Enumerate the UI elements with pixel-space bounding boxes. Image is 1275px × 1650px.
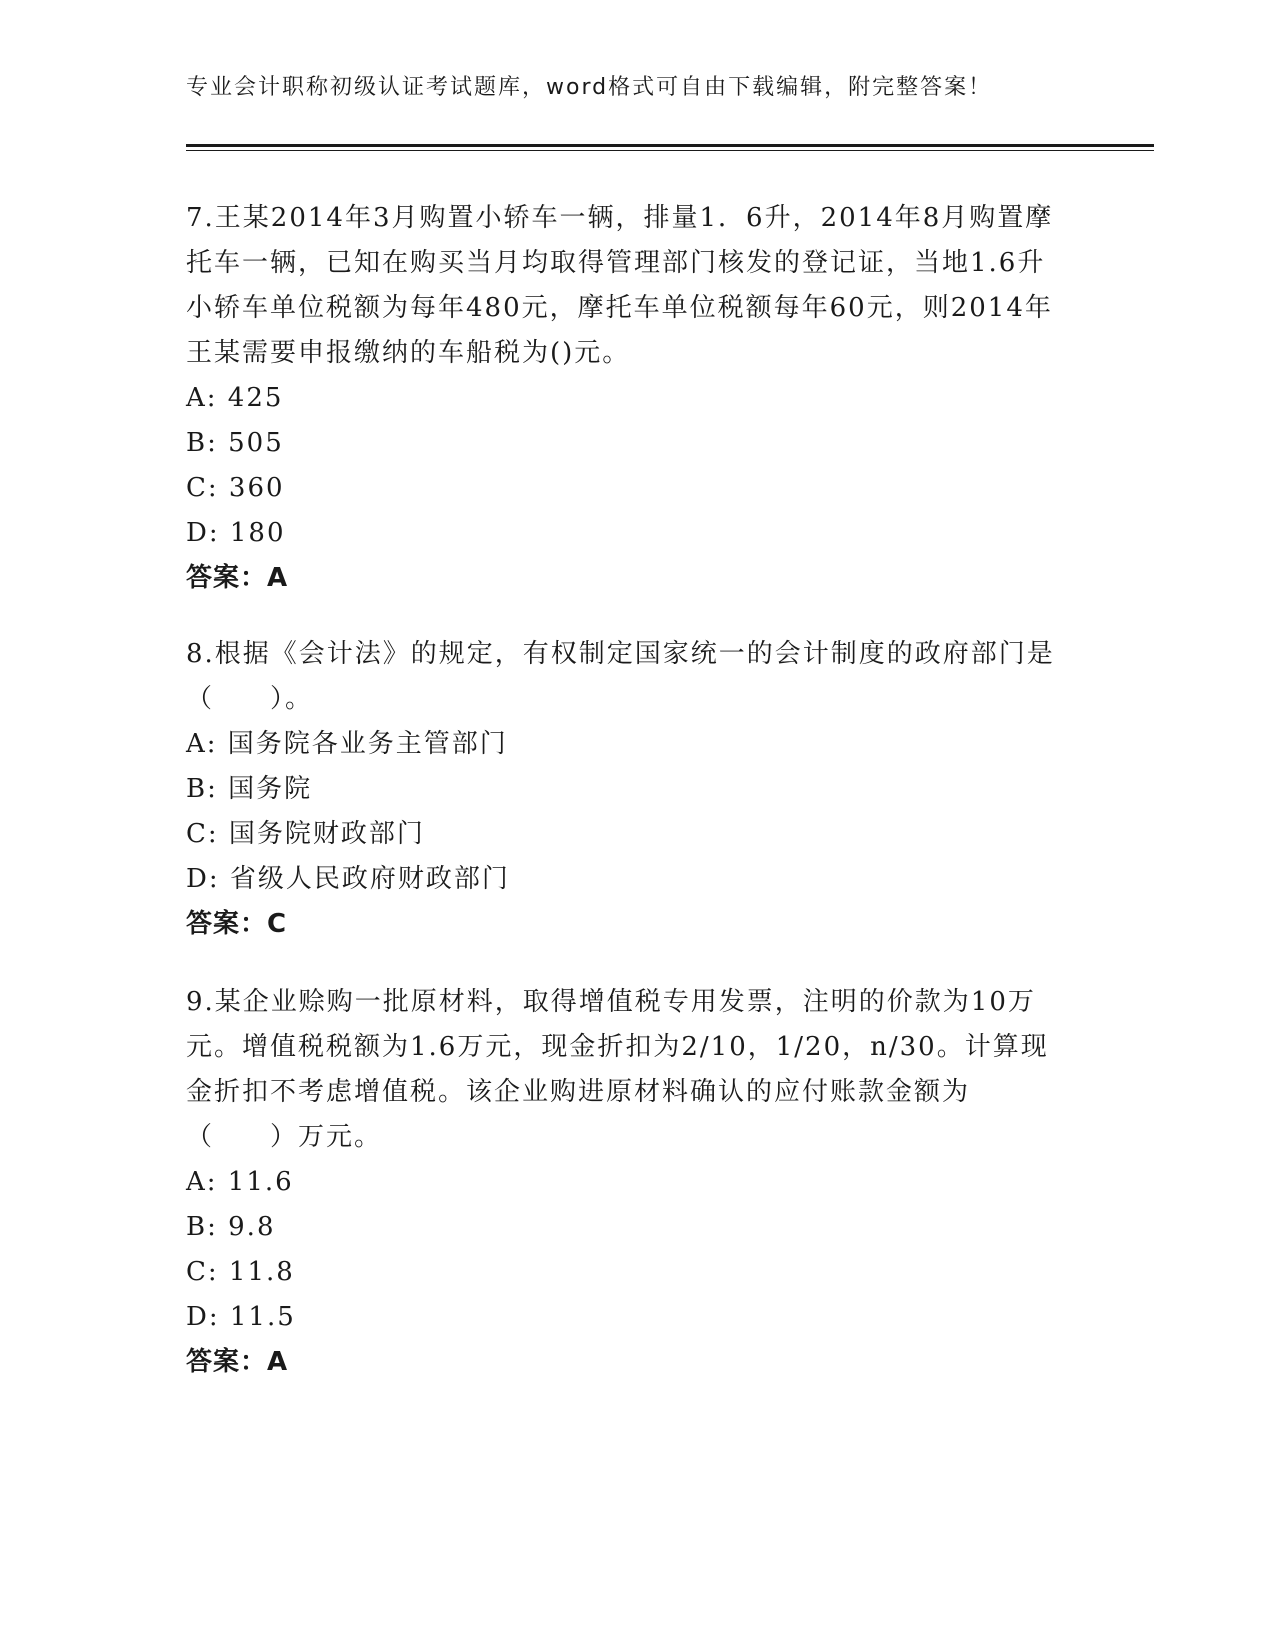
header-rule-thin	[186, 150, 1154, 151]
question-8	[186, 632, 1066, 947]
question-9	[186, 980, 1066, 1385]
option-b: B: 国务院	[186, 774, 313, 804]
option-a: A: 11.6	[186, 1167, 294, 1197]
answer: 答案：A	[186, 563, 289, 593]
page-header: 专业会计职称初级认证考试题库，word格式可自由下载编辑，附完整答案！	[186, 75, 993, 100]
question-stem: 7.王某2014年3月购置小轿车一辆，排量1．6升，2014年8月购置摩托车一辆，已知在购买当月均取得管理部门核发的登记证，当地1.6升小轿车单位税额为每年480元，摩托车单位税额每年60元，则2014年王某需要申报缴纳的车船税为()元。	[186, 203, 1054, 368]
option-b: B: 9.8	[186, 1212, 276, 1242]
option-a: A: 425	[186, 383, 284, 413]
answer: 答案：A	[186, 1347, 289, 1377]
answer: 答案：C	[186, 909, 288, 939]
option-d: D: 省级人民政府财政部门	[186, 864, 510, 894]
option-c: C: 360	[186, 473, 285, 503]
option-d: D: 11.5	[186, 1302, 296, 1332]
question-stem: 8.根据《会计法》的规定，有权制定国家统一的会计制度的政府部门是（ ）。	[186, 639, 1055, 714]
option-a: A: 国务院各业务主管部门	[186, 729, 508, 759]
option-d: D: 180	[186, 518, 286, 548]
header-rule-thick	[186, 144, 1154, 147]
option-c: C: 11.8	[186, 1257, 295, 1287]
option-c: C: 国务院财政部门	[186, 819, 425, 849]
question-stem: 9.某企业赊购一批原材料，取得增值税专用发票，注明的价款为10万元。增值税税额为1.6万元，现金折扣为2/10，1/20，n/30。计算现金折扣不考虑增值税。该企业购进原材料确认的应付账款金额为（ ）万元。	[186, 987, 1049, 1152]
option-b: B: 505	[186, 428, 284, 458]
question-7	[186, 196, 1066, 601]
